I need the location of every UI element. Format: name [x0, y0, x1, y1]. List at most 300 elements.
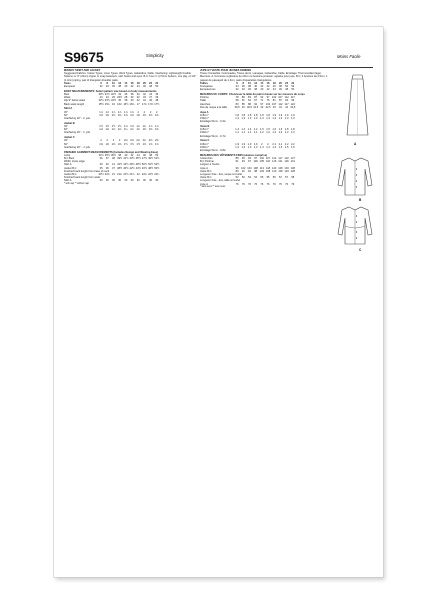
table-cell: 34 [142, 96, 146, 100]
view-a-label: A [354, 142, 357, 146]
table-cell: 1½ [105, 125, 110, 129]
table-cell: 1,8 [284, 128, 289, 132]
table-cell: 1⅞ [117, 110, 122, 114]
table-cell: 42½ [129, 166, 135, 170]
table-cell: 42½ [117, 163, 123, 167]
table-cell: 92 [254, 102, 258, 106]
row-label: B,C Bust [64, 157, 75, 161]
row-label: Jupe A [200, 166, 208, 170]
table-cell: 2 [106, 139, 108, 143]
table-cell: 52 [291, 85, 295, 89]
table-cell: 38½ [117, 166, 123, 170]
table-cell: 1½ [99, 125, 103, 129]
table-cell: 1⅜ [99, 142, 103, 146]
table-cell: 123 [272, 166, 277, 170]
table-cell: 1,3 [260, 117, 264, 121]
table-cell: 107 [272, 102, 277, 106]
table-cell: 76 [278, 182, 282, 186]
table-cell: 122 [290, 102, 295, 106]
table-cell: 1⅞ [130, 110, 134, 114]
table-cell: 24 [105, 96, 109, 100]
table-cell: 36 [112, 85, 115, 89]
table-cell: 97 [260, 102, 264, 106]
table-cell: 34 [241, 88, 245, 92]
body-measurements-title: BODY MEASUREMENTS: Select pattern size based on body measurements [64, 89, 157, 93]
row-label: Taille [200, 99, 206, 103]
table-cell: 1,5 [290, 145, 295, 149]
table-cell: 17⅜ [148, 102, 154, 106]
row-label: Jacket B,C [64, 166, 77, 170]
table-cell: 1,3 [253, 117, 258, 121]
table-cell: 2¼ [142, 139, 147, 143]
interfacing-a: Entoilage 51cm - 0,3m [200, 120, 226, 124]
table-cell: 2 [137, 110, 139, 114]
table-cell: 1,2 [272, 131, 277, 135]
row-label: Jacket B,C [64, 173, 77, 177]
table-cell: 10 [248, 81, 251, 85]
table-cell: 48 [278, 85, 282, 89]
table-cell: 54 [254, 176, 258, 180]
table-cell: 126 [284, 160, 289, 164]
table-cell: 30 [142, 179, 146, 183]
table-cell: 16 [130, 81, 134, 85]
table-cell: 1,9 [241, 142, 246, 146]
table-cell: 1⅜ [105, 142, 110, 146]
table-cell: 44 [266, 85, 270, 89]
table-cell: 1⅜ [142, 128, 147, 132]
table-cell: 18 [136, 81, 140, 85]
table-cell: 43½ [129, 157, 135, 161]
table-cell: 38 [248, 85, 251, 89]
table-cell: 1,3 [247, 145, 252, 149]
table-cell: 1⅜ [130, 113, 134, 117]
interfacing-a: Interfacing 20" - ¼ yds [64, 117, 90, 121]
interfacing-b: Entoilage 51cm - 0,7m [200, 134, 226, 138]
table-cell: 1⅞ [99, 110, 103, 114]
table-cell: 1⅜ [136, 113, 141, 117]
table-cell: 2,2 [284, 142, 289, 146]
row-label: Poitrine [200, 96, 209, 100]
table-cell: 53 [248, 176, 251, 180]
row-label: 45" [64, 110, 68, 114]
view-b-jacket-drawing [335, 155, 375, 199]
table-cell: 16 [112, 102, 115, 106]
table-cell: 44 [272, 88, 276, 92]
table-cell: 1,1 [235, 131, 239, 135]
table-cell: 103 [259, 169, 264, 173]
table-cell: 55 [260, 176, 264, 180]
row-label: Waist [64, 96, 71, 100]
table-cell: 1,9 [284, 113, 289, 117]
table-cell: 1,2 [266, 131, 270, 135]
table-cell: 1,3 [290, 117, 295, 121]
table-cell: 40 [124, 153, 128, 157]
table-cell: 10 [112, 81, 115, 85]
table-cell: 1⅞ [105, 110, 110, 114]
table-cell: 57 [278, 176, 282, 180]
table-cell: 21¾ [129, 173, 135, 177]
table-cell: 1,5 [278, 145, 283, 149]
table-cell: 26½ [117, 96, 123, 100]
table-cell: 21½ [123, 173, 129, 177]
table-cell: 81 [272, 99, 276, 103]
table-cell: 34 [118, 93, 122, 97]
row-label: Européennes [200, 88, 216, 92]
table-cell: 30 [118, 179, 122, 183]
body-measurements-title: MESURES DU CORPS: Choisissez la taille du patron basée sur les mesures du corps [200, 93, 305, 97]
table-cell: 2⅜ [148, 139, 153, 143]
table-cell: 97 [248, 160, 251, 164]
table-cell: 1⅜ [148, 128, 153, 132]
row-label: B,C Poitrine [200, 160, 214, 164]
table-cell: 2 [112, 139, 115, 143]
table-cell: 1,4 [260, 145, 264, 149]
table-cell: 36 [124, 93, 128, 97]
view-a-skirt-drawing [344, 73, 370, 139]
table-cell: 76 [260, 182, 264, 186]
table-cell: 2⅛ [124, 139, 128, 143]
table-cell: 14 [124, 81, 128, 85]
table-cell: 61 [241, 99, 245, 103]
table-cell: 44 [136, 85, 140, 89]
table-cell: 51½ [154, 157, 160, 161]
table-cell: 1,9 [247, 142, 252, 146]
table-cell: 1⅞ [124, 110, 128, 114]
table-cell: 15¾ [104, 102, 110, 106]
row-label: Finished back length from base of neck [64, 169, 110, 173]
table-cell: 44½ [135, 166, 141, 170]
table-cell: 43 [272, 105, 276, 109]
table-cell: 46 [278, 88, 282, 92]
table-cell: 1,4 [235, 128, 239, 132]
table-cell: 36½ [110, 153, 116, 157]
table-cell: 35½ [104, 153, 110, 157]
table-cell: 1⅜ [117, 142, 122, 146]
table-cell: 20 [278, 81, 282, 85]
row-label: A Hip [64, 153, 71, 157]
table-cell: 41½ [123, 157, 129, 161]
table-cell: 42,5 [265, 105, 271, 109]
table-cell: 92 [260, 96, 264, 100]
row-label: 150cm* [200, 145, 209, 149]
table-cell: 40 [124, 85, 128, 89]
table-cell: 8 [106, 81, 108, 85]
table-cell: 36 [118, 99, 122, 103]
row-label: 150cm* [200, 131, 209, 135]
table-cell: 1,2 [260, 131, 264, 135]
table-cell: 40 [130, 99, 134, 103]
table-cell: 2⅛ [130, 139, 134, 143]
table-cell: 1,3 [253, 145, 258, 149]
table-cell: 48½ [135, 163, 141, 167]
table-cell: 2¼ [136, 139, 141, 143]
row-label: 115cm* [200, 113, 209, 117]
table-cell: 24 [291, 81, 295, 85]
table-cell: 39,5 [234, 105, 240, 109]
table-cell: 47½ [141, 157, 147, 161]
french-column [200, 69, 330, 189]
table-cell: 1⅛ [117, 128, 122, 132]
table-cell: 1,8 [290, 128, 295, 132]
table-cell: 2,1 [272, 142, 277, 146]
table-cell: 1,8 [247, 113, 252, 117]
table-cell: 1,1 [241, 131, 246, 135]
table-cell: 97 [254, 157, 258, 161]
table-cell: 117 [284, 102, 289, 106]
table-cell: 30 [99, 179, 103, 183]
table-cell: 50 [155, 153, 159, 157]
row-label: Sizes [64, 81, 71, 85]
table-cell: 94 [248, 169, 251, 173]
english-notions: Notions: A: 9" (23cm) zipper or snap fasteners, skirt hooks and eyes. B,C: Four 1" (2.5cm) buttons, one pkg. of 1/2" (1.3cm) piping, pair of triangular shoulder pads. [64, 75, 196, 82]
table-cell: 1¾ [136, 125, 141, 129]
table-cell: 118 [265, 166, 271, 170]
table-cell: 64 [248, 99, 251, 103]
table-cell: 6 [236, 81, 238, 85]
table-cell: 12 [118, 81, 122, 85]
table-cell: 48 [149, 153, 153, 157]
row-label: 60" [64, 142, 68, 146]
table-cell: 1½ [136, 142, 141, 146]
table-cell: 76 [266, 182, 270, 186]
table-cell: 102 [265, 102, 271, 106]
table-cell: 1,3 [278, 117, 283, 121]
skirt-a-title: Skirt A [64, 107, 73, 111]
table-cell: 76 [241, 182, 245, 186]
table-cell: 128 [278, 166, 283, 170]
table-cell: 32 [99, 85, 103, 89]
footnote: * sans sens ** avec sens [200, 185, 226, 188]
table-cell: 2⅜ [154, 139, 159, 143]
table-cell: 1⅞ [148, 125, 153, 129]
table-cell: 76 [272, 182, 276, 186]
table-cell: 1,3 [241, 145, 246, 149]
table-cell: 30 [136, 179, 140, 183]
table-cell: 30 [130, 179, 134, 183]
table-cell: 40½ [123, 166, 129, 170]
finished-measurements-title: FINISHED GARMENT MEASUREMENTS (Includes Design and Wearing Ease) [64, 150, 159, 154]
table-cell: 20¾ [104, 173, 110, 177]
table-cell: 110 [265, 160, 271, 164]
table-cell: 39 [155, 96, 159, 100]
table-cell: 41,5 [253, 105, 259, 109]
table-cell: 1⅜ [111, 142, 116, 146]
table-cell: 107 [278, 96, 283, 100]
table-cell: 30½ [98, 93, 104, 97]
table-cell: 1⅝ [154, 142, 159, 146]
table-cell: 50½ [141, 163, 147, 167]
row-label: A Hanches [200, 157, 213, 161]
table-cell: 76 [235, 182, 239, 186]
table-cell: 42 [136, 99, 140, 103]
table-cell: 30 [105, 179, 109, 183]
table-cell: 56 [272, 176, 276, 180]
row-label: 45" [64, 139, 68, 143]
table-cell: 80 [241, 96, 245, 100]
brand-name: Simplicity [146, 53, 164, 58]
table-cell: 1,3 [241, 117, 246, 121]
table-cell: 48 [155, 99, 159, 103]
table-cell: 2 [261, 142, 263, 146]
table-cell: 34 [235, 85, 239, 89]
table-cell: 41 [112, 163, 115, 167]
table-cell: 42 [260, 85, 264, 89]
row-label: Skirt A [64, 179, 72, 183]
table-cell: 46 [142, 153, 146, 157]
table-cell: 94 [241, 160, 245, 164]
table-cell: 35 [99, 166, 103, 170]
table-cell: 104 [247, 166, 252, 170]
jacket-c-title: Jacket C [64, 136, 75, 140]
table-cell: 1⅜ [148, 113, 153, 117]
table-cell: 1⅞ [154, 125, 159, 129]
english-column [64, 69, 202, 186]
table-cell: 1⅛ [111, 128, 116, 132]
table-cell: 90 [241, 157, 245, 161]
table-cell: 36 [248, 88, 251, 92]
table-cell: 40 [260, 88, 264, 92]
table-cell: 16 [266, 81, 270, 85]
table-cell: 45½ [135, 157, 141, 161]
english-title: MISSES' SKIRT AND JACKET [64, 69, 101, 72]
table-cell: 1¼ [124, 128, 128, 132]
table-cell: 1,8 [235, 113, 239, 117]
row-label: Dos de nuque à la taille [200, 105, 228, 109]
table-cell: 22 [149, 81, 153, 85]
footnote: * with nap ** without nap [64, 182, 89, 185]
view-b-label: B [359, 198, 362, 202]
table-cell: 57 [285, 176, 289, 180]
table-cell: 32 [136, 96, 140, 100]
table-cell: 31½ [104, 93, 110, 97]
table-cell: 30 [130, 96, 134, 100]
table-cell: 39 [99, 163, 103, 167]
table-cell: 48½ [148, 166, 154, 170]
table-cell: 1,6 [272, 128, 277, 132]
table-cell: 38 [254, 88, 258, 92]
table-cell: 91 [241, 169, 245, 173]
table-cell: 1⅝ [124, 125, 128, 129]
table-cell: 117 [290, 96, 295, 100]
row-label: Skirt A [64, 163, 72, 167]
table-cell: 30 [124, 179, 128, 183]
row-label: Veste B,C [200, 169, 212, 173]
table-cell: 42 [142, 93, 146, 97]
row-label: 60" [64, 113, 68, 117]
table-cell: 1½ [130, 142, 134, 146]
row-label: European [64, 85, 76, 89]
table-cell: 76 [266, 99, 270, 103]
row-label: Largeur à l'ourlet [200, 163, 220, 167]
table-cell: 20 [142, 81, 146, 85]
row-label: 115cm* [200, 128, 209, 132]
finished-measurements-title: MESURES DES VÊTEMENTS FINIS (aisance comprise) [200, 153, 268, 157]
pattern-envelope-back [54, 27, 383, 577]
english-fabrics: Suggested Fabrics: Cotton Types, Linen Types, Wool Types, Gabardine, Faille. Interfacing: Lightweight Fusible. [64, 72, 192, 76]
table-cell: 1,8 [266, 113, 270, 117]
table-cell: 1½ [117, 125, 122, 129]
row-label: 150cm* [200, 117, 209, 121]
table-cell: 1,3 [284, 131, 289, 135]
table-cell: 1,9 [253, 142, 258, 146]
table-cell: 18 [272, 81, 276, 85]
table-cell: 54½ [154, 163, 160, 167]
table-cell: 1,8 [260, 113, 264, 117]
table-cell: 39½ [117, 157, 123, 161]
table-cell: 44 [136, 153, 140, 157]
table-cell: 2 [149, 110, 152, 114]
table-cell: 1⅜ [142, 113, 147, 117]
table-cell: 108 [253, 166, 258, 170]
row-label: Tailles [200, 81, 208, 85]
table-cell: 25 [112, 96, 115, 100]
table-cell: 105 [259, 160, 264, 164]
difficulty-label: Moins Facile [337, 54, 361, 59]
table-cell: 1,5 [266, 128, 270, 132]
french-fabrics: Tissus Conseillés: Cotonnades, Tissus de lin, Lainages, Gabardine, Faille. Entoilage: Thermocollant léger. [200, 72, 322, 76]
table-cell: 50 [285, 85, 289, 89]
table-cell: 116 [272, 160, 277, 164]
table-cell: 102 [241, 166, 246, 170]
row-label: Hip 9" below waist [64, 99, 86, 103]
table-cell: 40,5 [246, 105, 252, 109]
table-cell: 44 [278, 105, 282, 109]
table-cell: 44 [149, 93, 153, 97]
table-cell: 2 [267, 142, 269, 146]
table-cell: 14 [260, 81, 264, 85]
table-cell: 97 [266, 96, 270, 100]
table-cell: 40 [105, 163, 109, 167]
table-cell: 76 [254, 182, 258, 186]
interfacing-c: Interfacing 20" - ⅞ yds [64, 145, 90, 149]
table-cell: 55 [266, 176, 270, 180]
table-cell: 117 [278, 157, 283, 161]
table-cell: 107 [265, 157, 271, 161]
table-cell: 50 [155, 85, 159, 89]
table-cell: 87 [278, 99, 282, 103]
table-cell: 1,5 [260, 128, 264, 132]
table-cell: 16¾ [129, 102, 135, 106]
table-cell: 46½ [141, 166, 147, 170]
table-cell: 44,5 [290, 105, 296, 109]
table-cell: 88 [248, 102, 251, 106]
interfacing-b: Interfacing 20" - ¾ yds [64, 131, 90, 135]
table-cell: 1¾ [142, 125, 147, 129]
table-cell: 48 [149, 85, 153, 89]
table-cell: 1¼ [130, 128, 134, 132]
table-cell: 1,9 [278, 113, 283, 117]
table-cell: 76 [285, 182, 289, 186]
table-cell: 1,8 [253, 113, 258, 117]
table-cell: 34 [105, 85, 109, 89]
row-label: Hanches [200, 102, 211, 106]
table-cell: 22 [136, 173, 140, 177]
table-cell: 1⅜ [99, 113, 103, 117]
table-cell: 37 [112, 166, 115, 170]
table-cell: 138 [290, 166, 295, 170]
table-cell: 20½ [98, 173, 104, 177]
table-cell: 36 [241, 85, 245, 89]
jacket-b-title: Jacket B [64, 121, 75, 125]
table-cell: 1⅝ [130, 125, 134, 129]
table-cell: 1,9 [272, 113, 277, 117]
table-cell: 127 [290, 157, 295, 161]
french-size-table [200, 82, 330, 189]
table-cell: 17 [136, 102, 140, 106]
table-cell: 113 [272, 169, 277, 173]
table-cell: 40 [241, 105, 245, 109]
table-cell: 83 [248, 96, 251, 100]
